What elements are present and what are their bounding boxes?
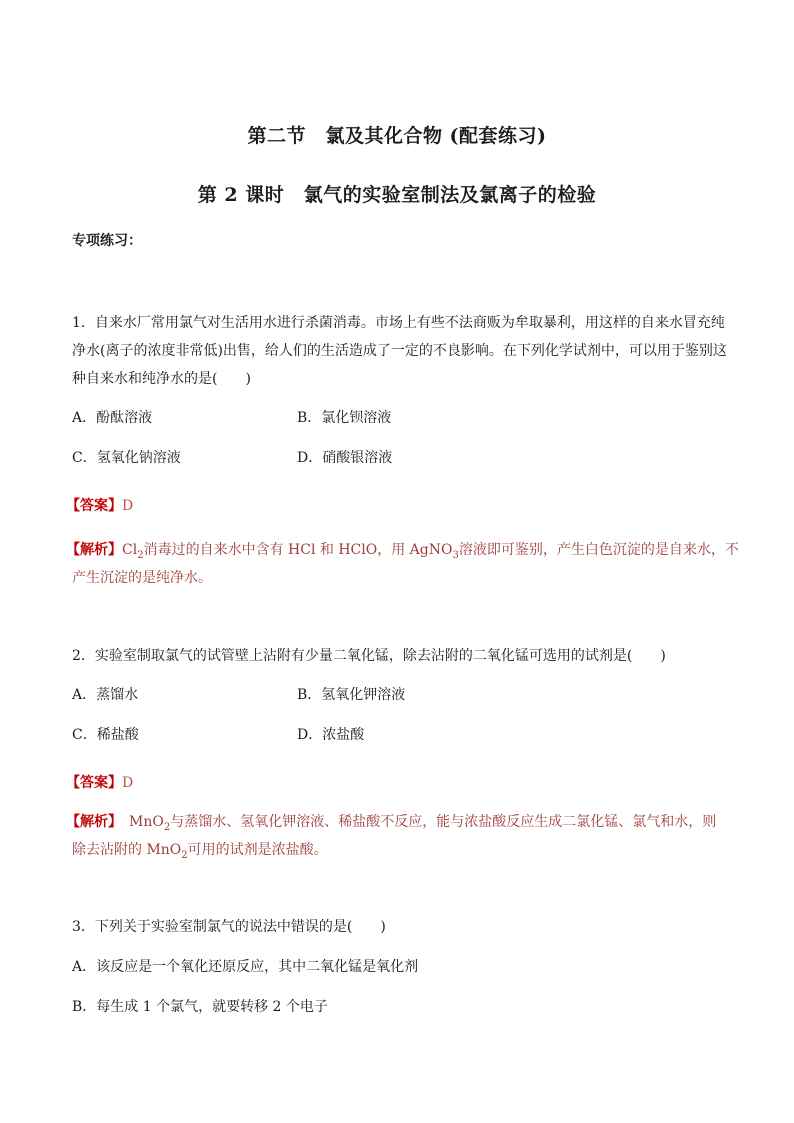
question-1-option-c: C．氢氧化钠溶液	[72, 450, 181, 466]
analysis-text: 除去沾附的 MnO	[72, 842, 182, 858]
question-3-option-a: A．该反应是一个氧化还原反应，其中二氧化锰是氧化剂	[72, 959, 419, 975]
question-2-answer	[66, 773, 133, 793]
question-3-option-b: B．每生成 1 个氯气，就要转移 2 个电子	[72, 999, 328, 1015]
subscript: 2	[163, 821, 171, 833]
analysis-text: 与蒸馏水、氢氧化钾溶液、稀盐酸不反应，能与浓盐酸反应生成二氯化锰、氯气和水，则	[170, 814, 717, 830]
question-1-stem-line-3: 种自来水和纯净水的是( )	[72, 371, 251, 387]
question-1-answer	[66, 496, 133, 516]
question-2-analysis-line-2	[72, 840, 732, 860]
document-title: 第二节 氯及其化合物 (配套练习)	[247, 125, 547, 147]
question-1-analysis-line-2: 产生沉淀的是纯净水。	[72, 570, 212, 586]
subscript: 2	[181, 849, 188, 861]
question-2-option-b: B．氢氧化钾溶液	[297, 687, 406, 703]
question-3-stem-line-1: 3．下列关于实验室制氯气的说法中错误的是( )	[72, 919, 386, 935]
answer-tag: 【答案】	[66, 775, 122, 791]
question-2-stem-line-1: 2．实验室制取氯气的试管壁上沾附有少量二氧化锰，除去沾附的二氧化锰可选用的试剂是( )	[72, 648, 666, 664]
analysis-text: 溶液即可鉴别，产生白色沉淀的是自来水，不	[458, 542, 739, 558]
analysis-text: Cl	[122, 542, 138, 558]
subscript: 2	[137, 549, 144, 561]
question-2-option-c: C．稀盐酸	[72, 727, 139, 743]
question-2-option-a: A．蒸馏水	[72, 687, 139, 703]
analysis-text: 消毒过的自来水中含有 HCl 和 HClO，用 AgNO	[143, 542, 453, 558]
subscript: 3	[452, 549, 459, 561]
question-1-option-d: D．硝酸银溶液	[297, 450, 393, 466]
analysis-tag: 【解析】	[66, 542, 122, 558]
section-label: 专项练习：	[72, 233, 142, 249]
answer-value: D	[122, 775, 134, 791]
question-1-analysis-line-1	[66, 540, 739, 561]
answer-tag: 【答案】	[66, 498, 122, 514]
analysis-tag: 【解析】	[66, 814, 115, 830]
question-1-option-b: B．氯化钡溶液	[297, 410, 392, 426]
question-2-analysis-line-1	[66, 812, 726, 832]
lesson-subtitle: 第 2 课时 氯气的实验室制法及氯离子的检验	[197, 184, 597, 206]
question-2-option-d: D．浓盐酸	[297, 727, 365, 743]
analysis-text: 可用的试剂是浓盐酸。	[187, 842, 328, 858]
question-1-stem-line-2: 净水(离子的浓度非常低)出售，给人们的生活造成了一定的不良影响。在下列化学试剂中，可以用于鉴别这	[72, 343, 727, 359]
analysis-text: MnO	[115, 814, 164, 830]
question-1-option-a: A．酚酞溶液	[72, 410, 153, 426]
answer-value: D	[122, 498, 134, 514]
question-1-stem-line-1: 1．自来水厂常用氯气对生活用水进行杀菌消毒。市场上有些不法商贩为牟取暴利，用这样的自来水冒充纯	[72, 315, 725, 331]
